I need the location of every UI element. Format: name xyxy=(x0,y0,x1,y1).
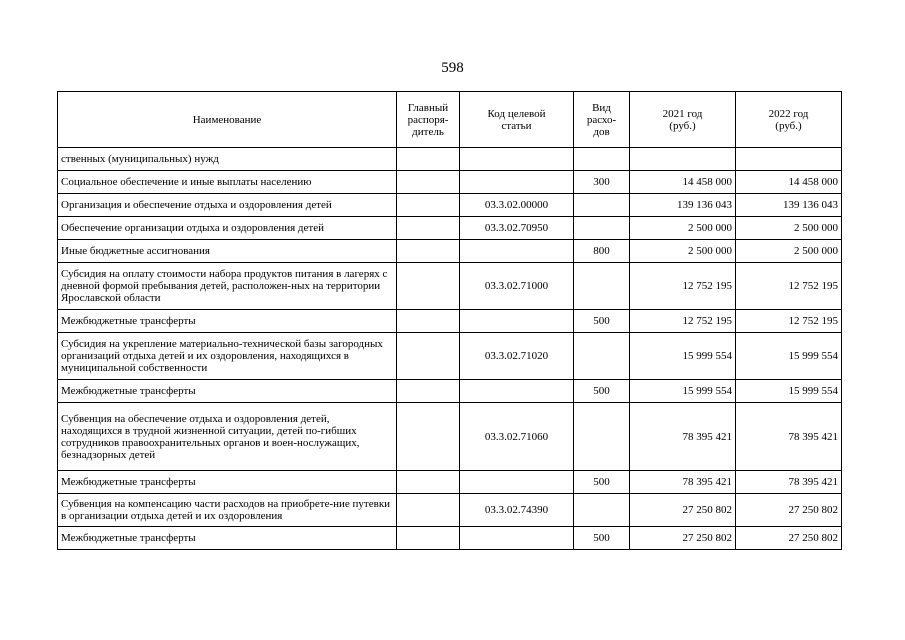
row-2022: 14 458 000 xyxy=(736,171,842,194)
row-2022: 12 752 195 xyxy=(736,263,842,310)
row-2022: 15 999 554 xyxy=(736,380,842,403)
column-header-type xyxy=(574,92,630,148)
row-code xyxy=(460,171,574,194)
table-row xyxy=(58,310,842,333)
row-name: Межбюджетные трансферты xyxy=(58,527,397,550)
row-2021: 78 395 421 xyxy=(630,403,736,471)
row-name: Субсидия на оплату стоимости набора продуктов питания в лагерях с дневной формой пребывания детей, расположен-ных на территории Ярославской области xyxy=(58,263,397,310)
row-name: Субвенция на компенсацию части расходов на приобрете-ние путевки в организации отдыха детей и их оздоровления xyxy=(58,494,397,527)
table-header-row xyxy=(58,92,842,148)
row-type xyxy=(574,263,630,310)
column-header-code xyxy=(460,92,574,148)
table-row xyxy=(58,403,842,471)
row-2021: 15 999 554 xyxy=(630,333,736,380)
header-line: дов xyxy=(593,125,610,138)
row-code xyxy=(460,471,574,494)
table-row xyxy=(58,240,842,263)
column-header-name xyxy=(58,92,397,148)
row-2021: 14 458 000 xyxy=(630,171,736,194)
row-name: Межбюджетные трансферты xyxy=(58,471,397,494)
table-row xyxy=(58,148,842,171)
row-2022: 12 752 195 xyxy=(736,310,842,333)
row-2022: 78 395 421 xyxy=(736,403,842,471)
row-type: 500 xyxy=(574,310,630,333)
row-code xyxy=(460,310,574,333)
table-row xyxy=(58,494,842,527)
header-line: Код целевой xyxy=(487,107,546,120)
row-type xyxy=(574,194,630,217)
table-row xyxy=(58,380,842,403)
row-manager xyxy=(397,471,460,494)
row-name: Субсидия на укрепление материально-технической базы загородных организаций отдыха детей и их оздоровления, находящихся в муниципальной собственности xyxy=(58,333,397,380)
column-header-manager xyxy=(397,92,460,148)
row-type: 300 xyxy=(574,171,630,194)
row-code xyxy=(460,527,574,550)
header-line: Вид xyxy=(592,101,611,114)
row-code: 03.3.02.71020 xyxy=(460,333,574,380)
row-name: Организация и обеспечение отдыха и оздоровления детей xyxy=(58,194,397,217)
row-2022: 78 395 421 xyxy=(736,471,842,494)
row-2021: 15 999 554 xyxy=(630,380,736,403)
header-line: расхо- xyxy=(586,113,617,126)
column-header-2022 xyxy=(736,92,842,148)
row-2021: 139 136 043 xyxy=(630,194,736,217)
row-type xyxy=(574,148,630,171)
row-manager xyxy=(397,194,460,217)
row-2022: 139 136 043 xyxy=(736,194,842,217)
row-2021: 2 500 000 xyxy=(630,240,736,263)
page-number: 598 xyxy=(441,60,464,76)
table-row xyxy=(58,217,842,240)
row-2021: 12 752 195 xyxy=(630,263,736,310)
table-row xyxy=(58,194,842,217)
row-name: Межбюджетные трансферты xyxy=(58,380,397,403)
column-header-2021 xyxy=(630,92,736,148)
row-type: 800 xyxy=(574,240,630,263)
row-manager xyxy=(397,217,460,240)
row-name: Иные бюджетные ассигнования xyxy=(58,240,397,263)
row-2022: 2 500 000 xyxy=(736,217,842,240)
row-manager xyxy=(397,494,460,527)
row-code xyxy=(460,240,574,263)
row-type xyxy=(574,217,630,240)
row-2021: 2 500 000 xyxy=(630,217,736,240)
row-name: Социальное обеспечение и иные выплаты населению xyxy=(58,171,397,194)
row-type: 500 xyxy=(574,527,630,550)
row-2021 xyxy=(630,148,736,171)
row-2022 xyxy=(736,148,842,171)
row-manager xyxy=(397,263,460,310)
header-line: (руб.) xyxy=(669,119,696,132)
row-2021: 12 752 195 xyxy=(630,310,736,333)
header-line: (руб.) xyxy=(775,119,802,132)
table-row xyxy=(58,527,842,550)
table-row xyxy=(58,171,842,194)
row-manager xyxy=(397,148,460,171)
header-line: дитель xyxy=(412,125,444,138)
row-manager xyxy=(397,333,460,380)
budget-table xyxy=(57,91,842,550)
row-manager xyxy=(397,310,460,333)
row-manager xyxy=(397,240,460,263)
row-2022: 27 250 802 xyxy=(736,527,842,550)
row-name: ственных (муниципальных) нужд xyxy=(58,148,397,171)
row-type: 500 xyxy=(574,471,630,494)
header-line: Наименование xyxy=(192,113,262,126)
row-code: 03.3.02.00000 xyxy=(460,194,574,217)
row-2021: 78 395 421 xyxy=(630,471,736,494)
row-2022: 2 500 000 xyxy=(736,240,842,263)
row-code: 03.3.02.71000 xyxy=(460,263,574,310)
row-2022: 15 999 554 xyxy=(736,333,842,380)
row-code xyxy=(460,380,574,403)
table-row xyxy=(58,333,842,380)
row-2021: 27 250 802 xyxy=(630,527,736,550)
row-2022: 27 250 802 xyxy=(736,494,842,527)
row-type xyxy=(574,333,630,380)
table-row xyxy=(58,263,842,310)
row-name: Субвенция на обеспечение отдыха и оздоровления детей, находящихся в трудной жизненной ситуации, детей по-гибших сотрудников правоохранительных органов и воен-нослужащих, безнадзорных детей xyxy=(58,403,397,471)
row-name: Межбюджетные трансферты xyxy=(58,310,397,333)
row-name: Обеспечение организации отдыха и оздоровления детей xyxy=(58,217,397,240)
row-code: 03.3.02.71060 xyxy=(460,403,574,471)
row-manager xyxy=(397,171,460,194)
row-manager xyxy=(397,527,460,550)
row-manager xyxy=(397,380,460,403)
row-type: 500 xyxy=(574,380,630,403)
header-line: распоря- xyxy=(407,113,449,126)
header-line: 2022 год xyxy=(768,107,809,120)
row-code: 03.3.02.74390 xyxy=(460,494,574,527)
row-manager xyxy=(397,403,460,471)
row-type xyxy=(574,403,630,471)
row-2021: 27 250 802 xyxy=(630,494,736,527)
row-code xyxy=(460,148,574,171)
row-type xyxy=(574,494,630,527)
row-code: 03.3.02.70950 xyxy=(460,217,574,240)
header-line: 2021 год xyxy=(662,107,703,120)
header-line: статьи xyxy=(501,119,532,132)
table-row xyxy=(58,471,842,494)
header-line: Главный xyxy=(407,101,449,114)
